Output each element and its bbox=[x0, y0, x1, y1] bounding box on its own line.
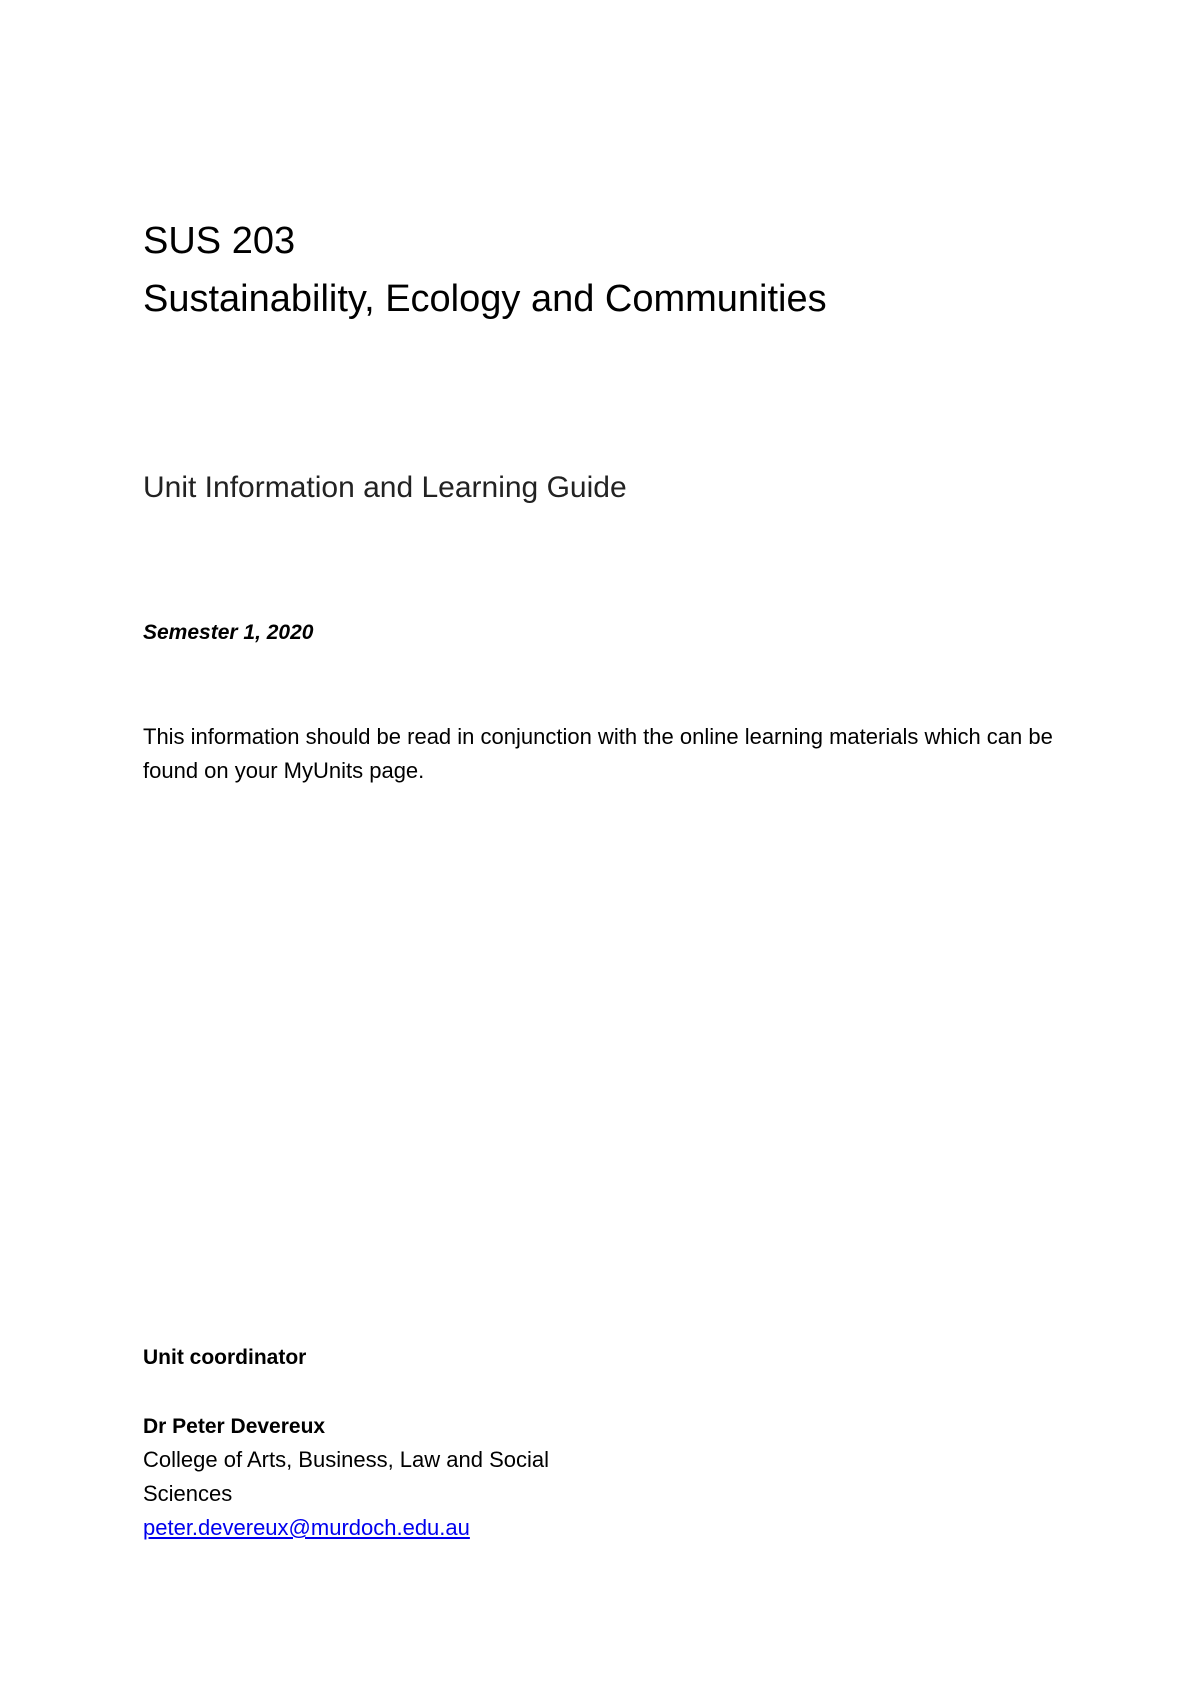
coordinator-email-link[interactable]: peter.devereux@murdoch.edu.au bbox=[143, 1515, 470, 1540]
coordinator-college: College of Arts, Business, Law and Social Sciences bbox=[143, 1447, 550, 1506]
document-subtitle: Unit Information and Learning Guide bbox=[143, 471, 627, 504]
course-title: Sustainability, Ecology and Communities bbox=[143, 278, 827, 320]
coordinator-name: Dr Peter Devereux bbox=[143, 1415, 326, 1438]
coordinator-block bbox=[143, 1343, 843, 1545]
intro-paragraph: This information should be read in conjunction with the online learning materials which can be found on your MyUnits page. bbox=[143, 724, 1053, 783]
semester-label: Semester 1, 2020 bbox=[143, 621, 314, 644]
course-code: SUS 203 bbox=[143, 220, 296, 262]
title-block bbox=[143, 212, 1123, 328]
coordinator-heading: Unit coordinator bbox=[143, 1346, 307, 1369]
